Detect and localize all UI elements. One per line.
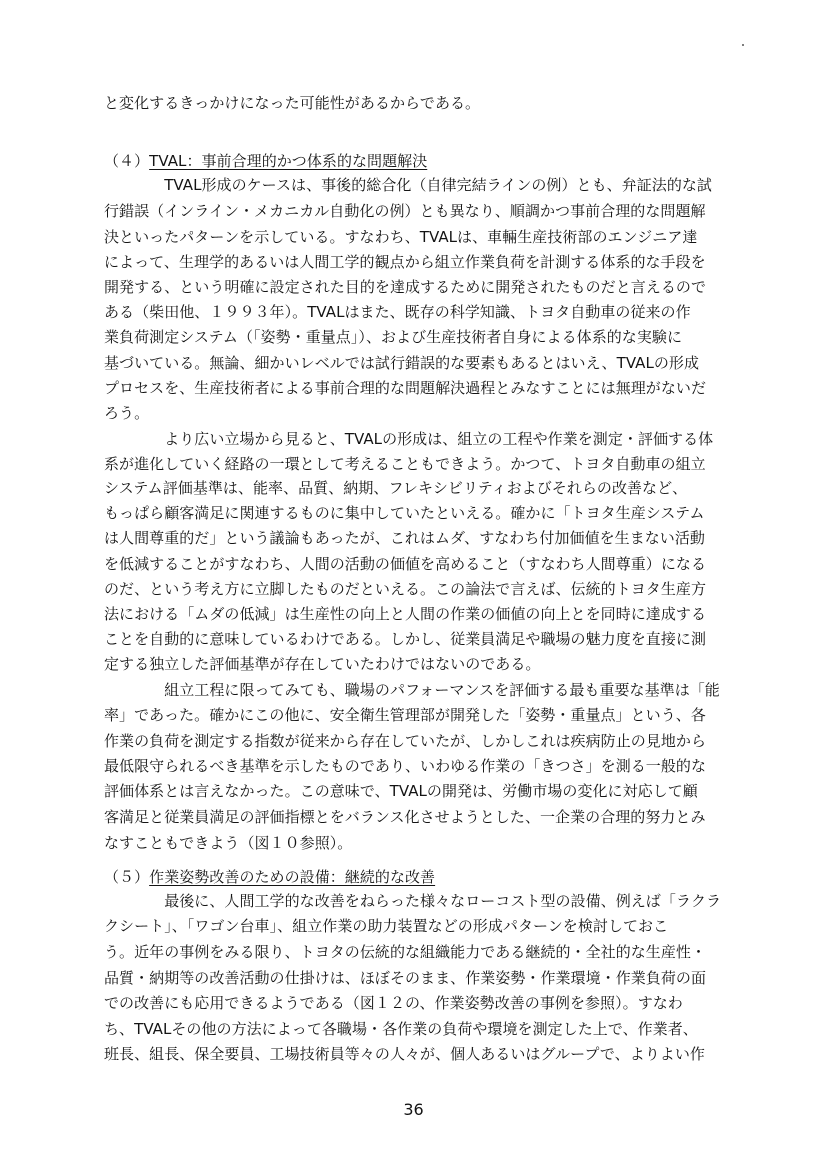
text-line: 基づいている。無論、細かいレベルでは試行錯誤的な要素もあるとはいえ、TVALの形成	[104, 354, 700, 372]
text-line: （５）作業姿勢改善のための設備：継続的な改善	[104, 868, 436, 886]
text-line: より広い立場から見ると、TVALの形成は、組立の工程や作業を測定・評価する体	[104, 430, 714, 448]
text-line: を低減することがすなわち、人間の活動の価値を高めること（すなわち人間尊重）になる	[104, 555, 707, 573]
text-line: 評価体系とは言えなかった。この意味で、TVALの開発は、労働市場の変化に対応して顧	[104, 782, 698, 800]
text-line: 品質・納期等の改善活動の仕掛けは、ほぼそのまま、作業姿勢・作業環境・作業負荷の面	[104, 969, 707, 987]
text-line: 開発する、という明確に設定された目的を達成するために開発されたものだと言えるので	[104, 278, 707, 296]
text-line: 法における「ムダの低減」は生産性の向上と人間の作業の価値の向上とを同時に達成する	[104, 605, 707, 623]
text-line: システム評価基準は、能率、品質、納期、フレキシビリティおよびそれらの改善など、	[104, 479, 688, 497]
text-line: によって、生理学的あるいは人間工学的観点から組立作業負荷を計測する体系的な手段を	[104, 253, 706, 271]
text-line: ある（柴田他、１９９３年）。TVALはまた、既存の科学知識、トヨタ自動車の従来の作	[104, 303, 691, 321]
text-line: と変化するきっかけになった可能性があるからである。	[104, 94, 481, 112]
text-line: 作業の負荷を測定する指数が従来から存在していたが、しかしこれは疾病防止の見地から	[104, 732, 707, 750]
text-line: での改善にも応用できるようである（図１２の、作業姿勢改善の事例を参照）。すなわ	[104, 994, 683, 1012]
text-line: 最低限守られるべき基準を示したものであり、いわゆる作業の「きつさ」を測る一般的な	[104, 757, 707, 775]
text-line: 業負荷測定システム（「姿勢・重量点」）、および生産技術者自身による体系的な実験に	[104, 328, 683, 346]
text-line: TVAL形成のケースは、事後的総合化（自律完結ラインの例）とも、弁証法的な試	[104, 176, 712, 194]
text-line: 率」であった。確かにこの他に、安全衛生管理部が開発した「姿勢・重量点」という、各	[104, 706, 706, 724]
page-number: 36	[403, 1100, 424, 1119]
text-line: ことを自動的に意味しているわけである。しかし、従業員満足や職場の魅力度を直接に測	[104, 630, 707, 648]
text-line: なすこともできよう（図１０参照）。	[104, 834, 353, 852]
text-line: 行錯誤（インライン・メカニカル自動化の例）とも異なり、順調かつ事前合理的な問題解	[104, 202, 706, 220]
text-line: （４）TVAL：事前合理的かつ体系的な問題解決	[104, 152, 428, 170]
text-line: 班長、組長、保全要員、工場技術員等々の人々が、個人あるいはグループで、よりよい作	[104, 1045, 705, 1063]
text-line: 最後に、人間工学的な改善をねらった様々なローコスト型の設備、例えば「ラクラ	[104, 892, 722, 910]
text-line: クシート」、「ワゴン台車」、組立作業の助力装置などの形成パターンを検討しておこ	[104, 917, 669, 935]
text-line: のだ、という考え方に立脚したものだといえる。この論法で言えば、伝統的トヨタ生産方	[104, 580, 707, 598]
text-line: もっぱら顧客満足に関連するものに集中していたといえる。確かに「トヨタ生産システム	[104, 504, 705, 522]
section-heading-underlined: TVAL：事前合理的かつ体系的な問題解決	[149, 152, 428, 170]
text-line: 系が進化していく経路の一環として考えることもできよう。かつて、トヨタ自動車の組立	[104, 455, 706, 473]
text-line: 決といったパターンを示している。すなわち、TVALは、車輛生産技術部のエンジニア達	[104, 228, 698, 246]
text-line: は人間尊重的だ」という議論もあったが、これはムダ、すなわち付加価値を生まない活動	[104, 529, 705, 547]
text-line: 客満足と従業員満足の評価指標とをバランス化させようとした、一企業の合理的努力とみ	[104, 808, 706, 826]
text-line: う。近年の事例をみる限り、トヨタの伝統的な組織能力である継続的・全社的な生産性・	[104, 943, 707, 961]
text-line: 組立工程に限ってみても、職場のパフォーマンスを評価する最も重要な基準は「能	[104, 681, 720, 699]
section-heading-underlined: 作業姿勢改善のための設備：継続的な改善	[149, 868, 436, 886]
text-line: ち、TVALその他の方法によって各職場・各作業の負荷や環境を測定した上で、作業者、	[104, 1020, 698, 1038]
text-line: 定する独立した評価基準が存在していたわけではないのである。	[104, 655, 541, 673]
text-line: ろう。	[104, 404, 150, 422]
scan-speck	[742, 44, 744, 46]
text-line: プロセスを、生産技術者による事前合理的な問題解決過程とみなすことには無理がないだ	[104, 379, 707, 397]
